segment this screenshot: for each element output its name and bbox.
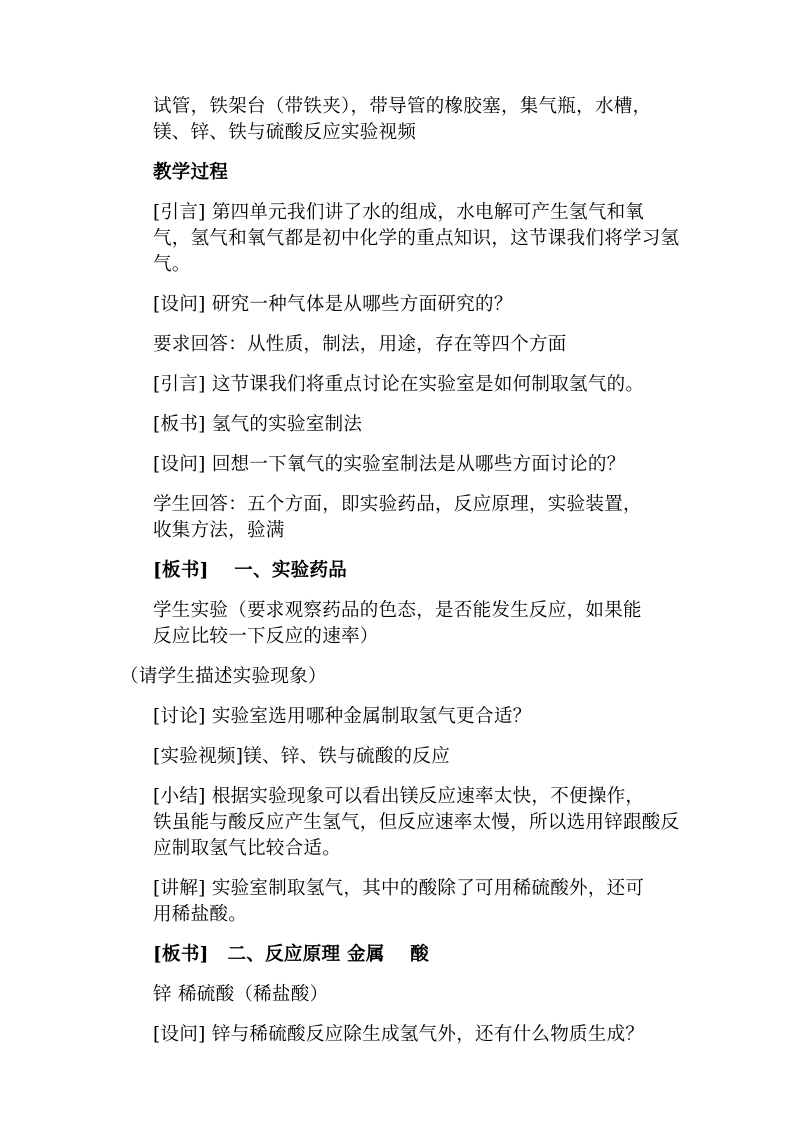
text-line: [引言] 第四单元我们讲了水的组成，水电解可产生氢气和氧 (153, 202, 645, 223)
text-line: [设问] 回想一下氧气的实验室制法是从哪些方面讨论的？ (153, 454, 626, 475)
text-line: [设问] 研究一种气体是从哪些方面研究的？ (153, 294, 513, 315)
section-heading-teaching-process (120, 160, 680, 186)
text-line: 试管，铁架台（带铁夹），带导管的橡胶塞，集气瓶，水槽， (153, 96, 652, 117)
text-line: [引言] 这节课我们将重点讨论在实验室是如何制取氢气的。 (153, 374, 645, 395)
board-note-paragraph (120, 412, 680, 438)
text-line: 要求回答：从性质，制法，用途，存在等四个方面 (153, 334, 567, 355)
discussion-paragraph (120, 704, 680, 730)
text-line: 气，氢气和氧气都是初中化学的重点知识，这节课我们将学习氢 (153, 228, 680, 249)
board-heading-reaction-principle (120, 942, 680, 968)
text-line: 气。 (153, 254, 191, 275)
question-paragraph (120, 292, 680, 318)
text-line: （请学生描述实验现象） (120, 666, 327, 687)
text-line: [实验视频]镁、锌、铁与硫酸的反应 (153, 746, 451, 767)
board-heading-experiment-reagents (120, 558, 680, 584)
question-paragraph (120, 452, 680, 478)
intro-paragraph (120, 200, 680, 278)
explanation-paragraph (120, 876, 680, 928)
question-paragraph (120, 1022, 680, 1048)
text-line: [板书] 一、实验药品 (153, 560, 348, 581)
summary-paragraph (120, 784, 680, 862)
document-page (120, 94, 680, 1062)
text-line: [板书] 二、反应原理 金属 酸 (153, 944, 429, 965)
text-line: 用稀盐酸。 (153, 904, 248, 925)
answer-paragraph (120, 492, 680, 544)
text-line: 教学过程 (153, 162, 229, 183)
text-line: 应制取氢气比较合适。 (153, 838, 342, 859)
text-line: 学生实验（要求观察药品的色态，是否能发生反应，如果能 (153, 600, 642, 621)
reagents-paragraph (120, 982, 680, 1008)
text-line: 学生回答：五个方面，即实验药品，反应原理，实验装置， (153, 494, 642, 515)
text-line: 镁、锌、铁与硫酸反应实验视频 (153, 122, 417, 143)
text-line: [小结] 根据实验现象可以看出镁反应速率太快，不便操作， (153, 786, 645, 807)
student-experiment-paragraph (120, 598, 680, 650)
answer-paragraph (120, 332, 680, 358)
video-paragraph (120, 744, 680, 770)
text-line: 反应比较一下反应的速率） (153, 626, 379, 647)
text-line: 铁虽能与酸反应产生氢气，但反应速率太慢，所以选用锌跟酸反 (153, 812, 680, 833)
intro-paragraph (120, 372, 680, 398)
text-line: [设问] 锌与稀硫酸反应除生成氢气外，还有什么物质生成？ (153, 1024, 645, 1045)
text-line: [讨论] 实验室选用哪种金属制取氢气更合适？ (153, 706, 532, 727)
text-line: 收集方法，验满 (153, 520, 285, 541)
text-line: 锌 稀硫酸（稀盐酸） (153, 984, 329, 1005)
note-paragraph (120, 664, 680, 690)
text-line: [讲解] 实验室制取氢气，其中的酸除了可用稀硫酸外，还可 (153, 878, 645, 899)
text-line: [板书] 氢气的实验室制法 (153, 414, 363, 435)
materials-paragraph (120, 94, 680, 146)
